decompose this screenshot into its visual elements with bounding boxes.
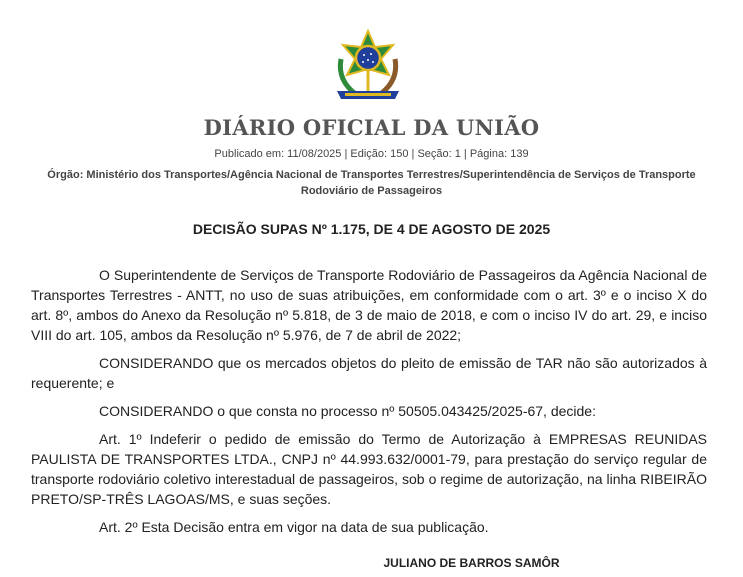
publication-info: Publicado em: 11/08/2025 | Edição: 150 | Seção: 1 | Página: 139	[214, 148, 529, 160]
orgao-info: Órgão: Ministério dos Transportes/Agência Nacional de Transportes Terrestres/Superintendência de Serviços de Transporte Rodoviário de Passageiros	[47, 169, 696, 197]
paragraph-art-1: Art. 1º Indeferir o pedido de emissão do Termo de Autorização à EMPRESAS REUNIDAS PAULISTA DE TRANSPORTES LTDA., CNPJ nº 44.993.632/0001-79, para prestação do serviço regular de transporte rodoviário coletivo interestadual de passageiros, sob o regime de autorização, na linha RIBEIRÃO PRETO/SP-TRÊS LAGOAS/MS, e suas seções.	[31, 431, 707, 507]
signature-name: JULIANO DE BARROS SAMÔR	[383, 556, 560, 570]
brazil-coat-of-arms-icon	[331, 29, 405, 105]
paragraph-art-2: Art. 2º Esta Decisão entra em vigor na data de sua publicação.	[99, 519, 489, 535]
paragraph-considerando-2: CONSIDERANDO o que consta no processo nº 50505.043425/2025-67, decide:	[99, 403, 596, 419]
document-body	[31, 265, 707, 545]
page-title: DIÁRIO OFICIAL DA UNIÃO	[203, 115, 540, 140]
signature-block	[0, 556, 743, 570]
decision-heading: DECISÃO SUPAS Nº 1.175, DE 4 DE AGOSTO DE 2025	[192, 221, 551, 237]
paragraph-preamble: O Superintendente de Serviços de Transporte Rodoviário de Passageiros da Agência Nacional de Transportes Terrestres - ANTT, no uso de suas atribuições, em conformidade com o art. 3º e o inciso X do art. 8º, ambos do Anexo da Resolução nº 5.818, de 3 de maio de 2018, e com o inciso IV do art. 29, e inciso VIII do art. 105, ambos da Resolução nº 5.976, de 7 de abril de 2022;	[31, 267, 707, 343]
paragraph-considerando-1: CONSIDERANDO que os mercados objetos do pleito de emissão de TAR não são autorizados à requerente; e	[31, 355, 707, 391]
